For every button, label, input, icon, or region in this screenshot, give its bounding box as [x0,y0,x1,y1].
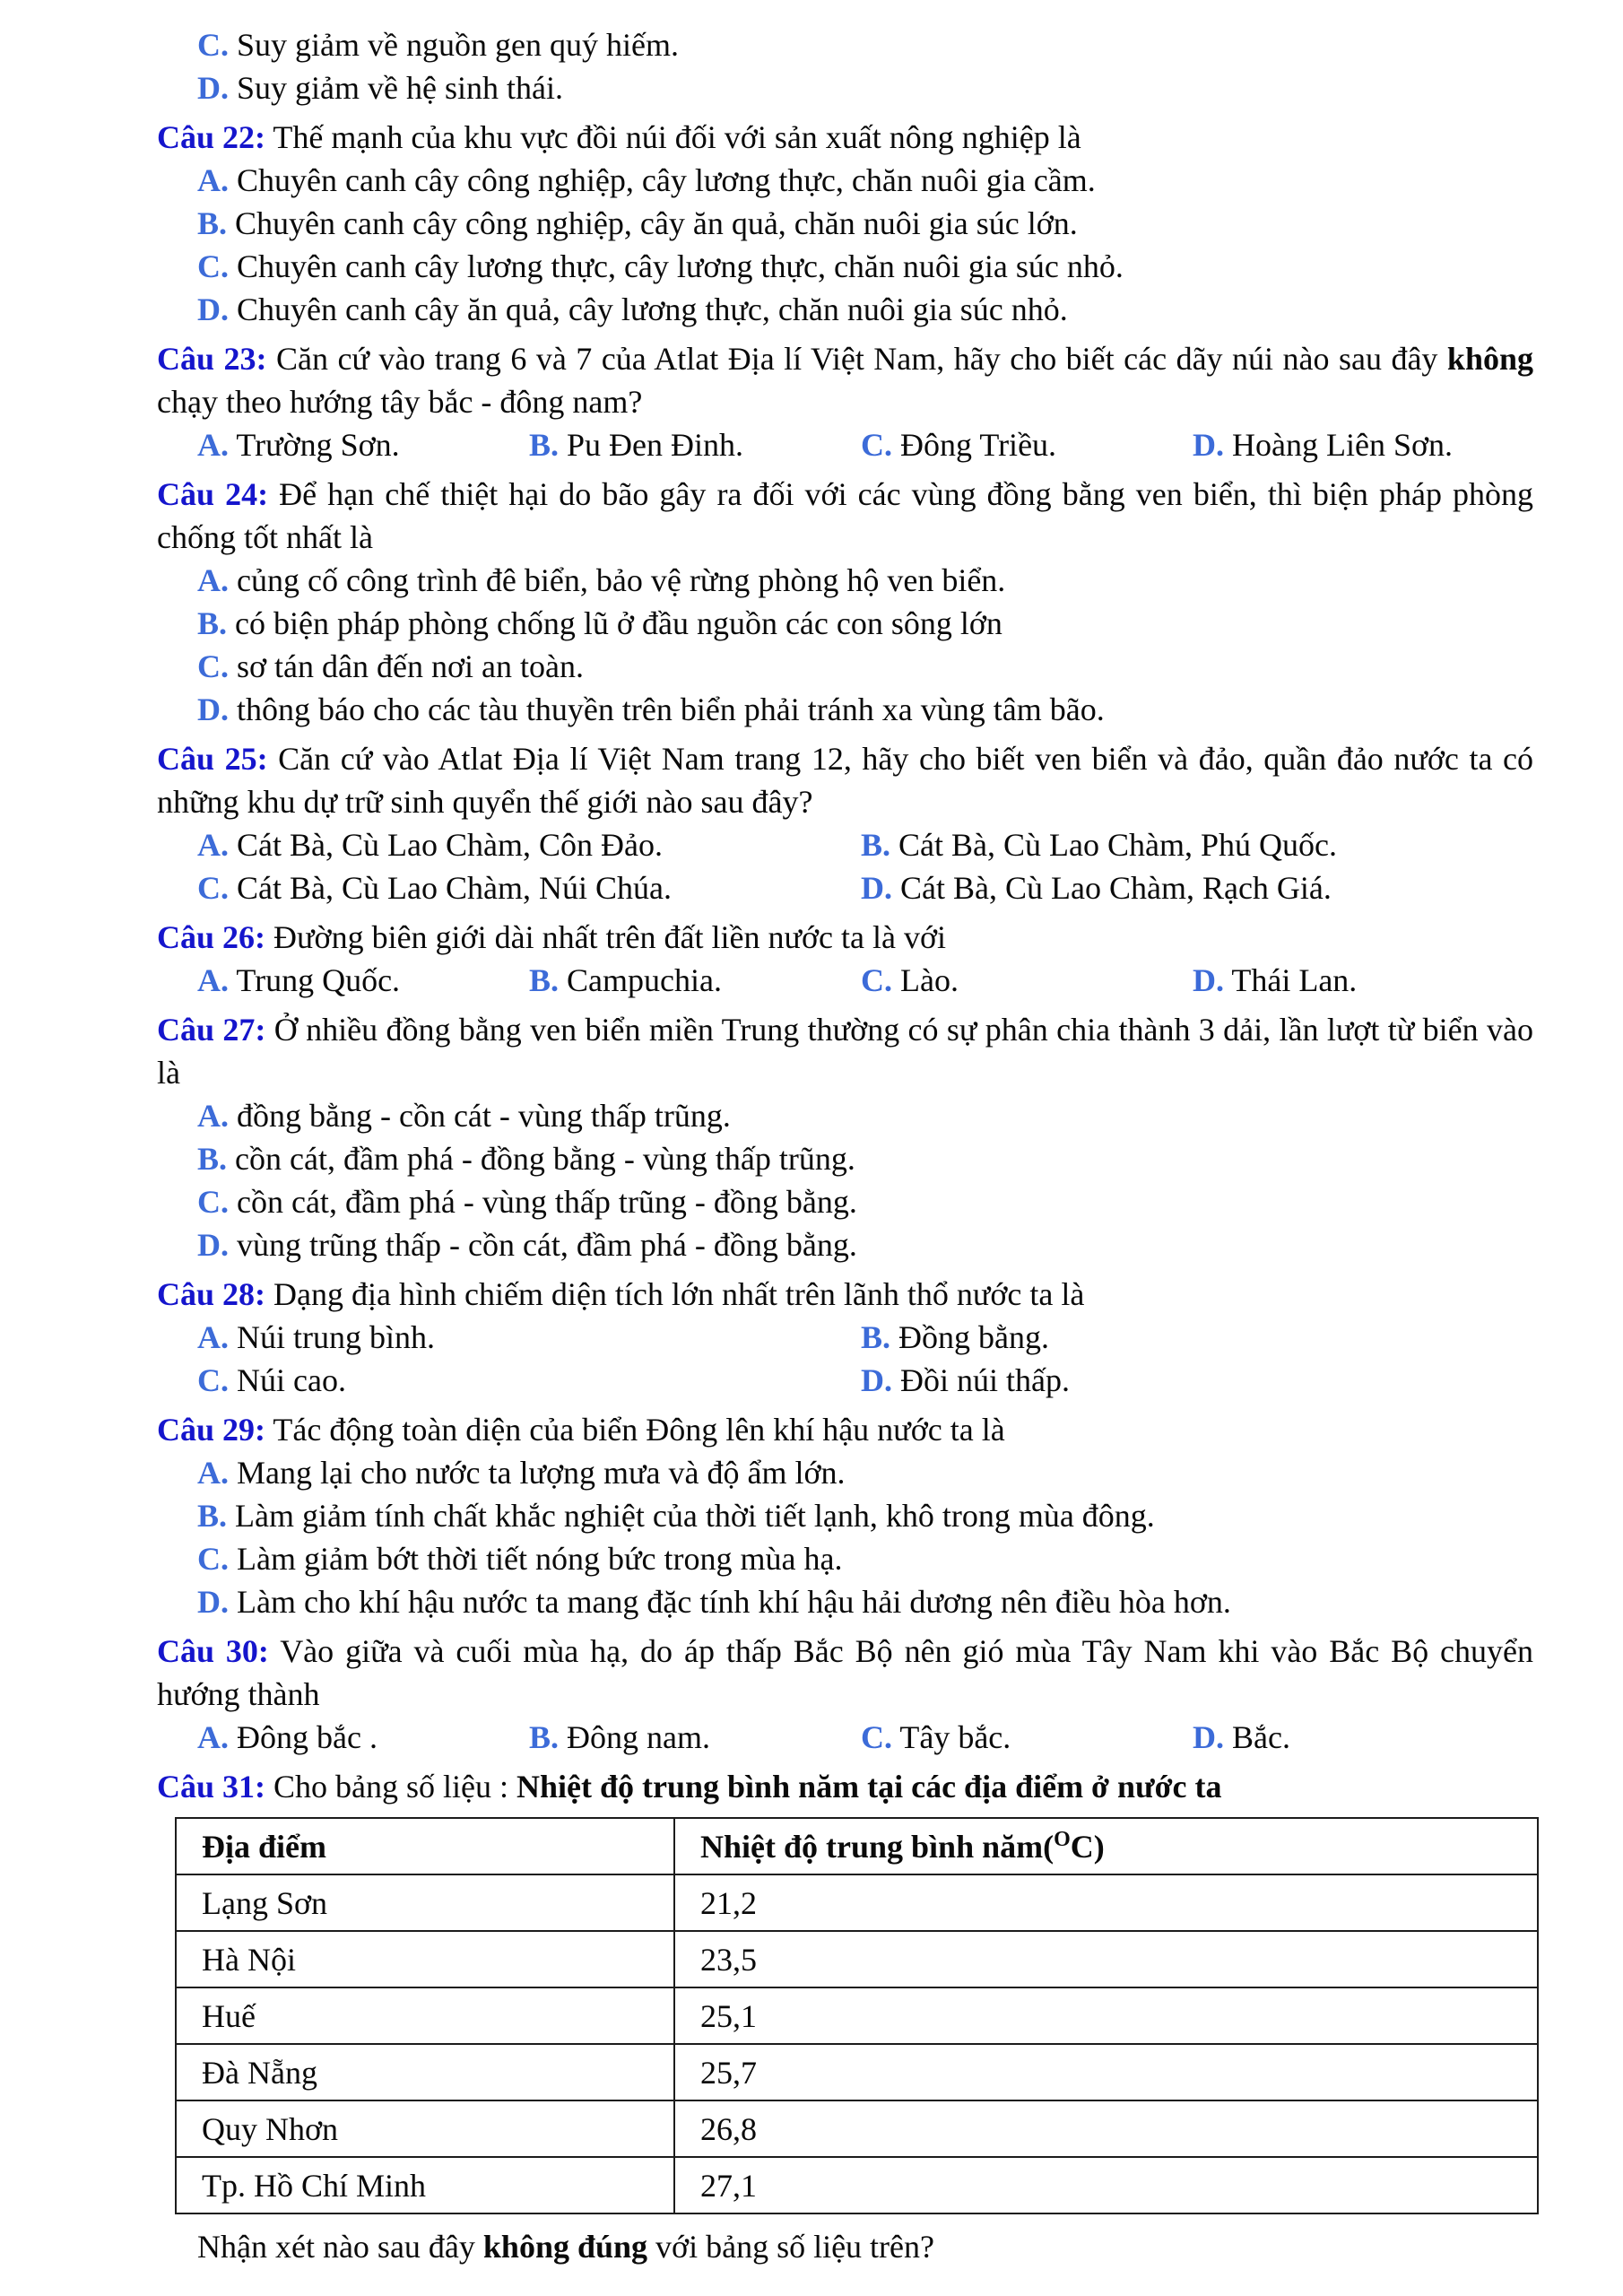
option-letter: C. [197,1541,229,1577]
option-letter: D. [197,291,229,327]
option-d [1193,959,1623,1002]
question-text: Cho bảng số liệu : [273,1769,516,1805]
table-row [176,1987,1538,2044]
option-letter: A. [197,427,229,463]
table-cell-temp: 27,1 [674,2157,1538,2213]
table-cell-place: Tp. Hồ Chí Minh [176,2157,674,2213]
question-text: Đường biên giới dài nhất trên đất liền nước ta là với [273,919,947,955]
question-text-line [0,337,1623,423]
option-text: Đông Triều. [900,427,1057,463]
options-grid [0,823,1623,909]
options-row [0,1716,1623,1759]
option-letter: A. [197,1455,229,1491]
option-text: Cát Bà, Cù Lao Chàm, Núi Chúa. [237,870,672,906]
option-c [0,1537,1623,1580]
option-letter: A. [197,827,229,863]
question-text-line [0,116,1623,159]
question-text-line [0,473,1623,559]
option-letter: A. [197,1719,229,1755]
option-text: Suy giảm về hệ sinh thái. [237,70,563,106]
option-letter: A. [197,962,229,998]
option-letter: D. [197,70,229,106]
option-a [0,559,1623,602]
option-letter: C. [861,962,892,998]
option-c [197,866,861,909]
table-row [176,2157,1538,2213]
option-letter: D. [1193,1719,1224,1755]
option-text: Cát Bà, Cù Lao Chàm, Rạch Giá. [900,870,1332,906]
intro-option-d [0,66,1623,109]
option-text: Lào. [900,962,959,998]
question-text-line [0,1765,1623,1808]
closing-question [0,2225,1623,2268]
option-a [0,159,1623,202]
question-text: Tác động toàn diện của biển Đông lên khí hậu nước ta là [273,1412,1005,1448]
option-text: Chuyên canh cây công nghiệp, cây lương thực, chăn nuôi gia cầm. [237,162,1096,198]
option-a [197,823,861,866]
option-c [197,1359,861,1402]
option-letter: D. [1193,962,1224,998]
option-text: Đông bắc . [237,1719,378,1755]
option-letter: D. [1193,427,1224,463]
closing-text: với bảng số liệu trên? [647,2229,935,2265]
table-cell-temp: 21,2 [674,1874,1538,1931]
option-text: Tây bắc. [899,1719,1011,1755]
option-b [0,1137,1623,1180]
option-letter: D. [197,1584,229,1620]
option-text: cồn cát, đầm phá - đồng bằng - vùng thấp trũng. [235,1141,855,1177]
question-30 [0,1630,1623,1759]
table-cell-place: Huế [176,1987,674,2044]
option-letter: C. [861,427,892,463]
option-c [861,1716,1193,1759]
table-header-temp-pre: Nhiệt độ trung bình năm( [700,1828,1055,1865]
table-cell-temp: 25,7 [674,2044,1538,2100]
question-label: Câu 30: [157,1633,269,1669]
question-label: Câu 26: [157,919,266,955]
option-text: Suy giảm về nguồn gen quý hiếm. [237,27,679,63]
option-b [0,202,1623,245]
table-cell-temp: 26,8 [674,2100,1538,2157]
option-letter: B. [529,1719,560,1755]
options-row [0,959,1623,1002]
option-d [0,1580,1623,1623]
question-label: Câu 25: [157,741,268,777]
option-d [861,1359,1623,1402]
option-text: Hoàng Liên Sơn. [1232,427,1454,463]
option-letter: C. [197,870,229,906]
option-text: Bắc. [1232,1719,1290,1755]
option-c [0,645,1623,688]
table-row [176,2100,1538,2157]
option-letter: A. [197,562,229,598]
option-letter: A. [197,162,229,198]
option-letter: D. [861,870,892,906]
intro-option-c [0,23,1623,66]
question-label: Câu 27: [157,1012,266,1048]
question-text: Căn cứ vào Atlat Địa lí Việt Nam trang 12, hãy cho biết ven biển và đảo, quần đảo nước ta có những khu dự trữ sinh quyển thế giới nào sau đây? [157,741,1534,820]
question-text-line [0,1008,1623,1094]
option-text: Làm giảm bớt thời tiết nóng bức trong mùa hạ. [237,1541,843,1577]
option-letter: C. [197,1184,229,1220]
option-text: Trường Sơn. [236,427,400,463]
option-letter: B. [529,427,560,463]
table-cell-place: Lạng Sơn [176,1874,674,1931]
question-label: Câu 23: [157,341,267,377]
option-text: sơ tán dân đến nơi an toàn. [237,648,584,684]
option-letter: D. [861,1362,892,1398]
question-label: Câu 28: [157,1276,266,1312]
table-header-temp-post: C) [1070,1828,1105,1865]
option-b [529,1716,861,1759]
question-text: Để hạn chế thiệt hại do bão gây ra đối với các vùng đồng bằng ven biển, thì biện pháp phòng chống tốt nhất là [157,476,1533,555]
option-a [197,959,529,1002]
option-letter: C. [197,648,229,684]
option-letter: D. [197,691,229,727]
question-label: Câu 29: [157,1412,266,1448]
option-letter: B. [529,962,560,998]
option-letter: B. [861,827,891,863]
option-text: Làm giảm tính chất khắc nghiệt của thời tiết lạnh, khô trong mùa đông. [235,1498,1155,1534]
question-31 [0,1765,1623,1808]
question-24 [0,473,1623,731]
question-26 [0,916,1623,1002]
option-letter: A. [197,1098,229,1134]
option-text: Chuyên canh cây ăn quả, cây lương thực, chăn nuôi gia súc nhỏ. [237,291,1068,327]
question-label: Câu 24: [157,476,269,512]
option-text: Trung Quốc. [236,962,401,998]
table-cell-place: Quy Nhơn [176,2100,674,2157]
question-27 [0,1008,1623,1266]
option-text: Núi trung bình. [237,1319,435,1355]
option-d [1193,1716,1623,1759]
option-text: Thái Lan. [1231,962,1358,998]
question-text: Ở nhiều đồng bằng ven biển miền Trung thường có sự phân chia thành 3 dải, lần lượt từ biển vào là [157,1012,1533,1091]
question-text-line [0,1630,1623,1716]
option-text: Cát Bà, Cù Lao Chàm, Phú Quốc. [898,827,1337,863]
option-text: Núi cao. [237,1362,346,1398]
option-letter: D. [197,1227,229,1263]
table-cell-temp: 25,1 [674,1987,1538,2044]
option-text: củng cố công trình đê biển, bảo vệ rừng phòng hộ ven biển. [237,562,1006,598]
option-b [0,602,1623,645]
option-b [529,423,861,466]
option-a [197,1316,861,1359]
option-text: thông báo cho các tàu thuyền trên biển phải tránh xa vùng tâm bão. [237,691,1105,727]
option-c [861,959,1193,1002]
table-cell-place: Hà Nội [176,1931,674,1987]
closing-text-bold: không đúng [482,2229,648,2265]
option-c [0,1180,1623,1223]
question-text-line [0,1273,1623,1316]
option-text: Chuyên canh cây công nghiệp, cây ăn quả, chăn nuôi gia súc lớn. [235,205,1078,241]
table-cell-temp: 23,5 [674,1931,1538,1987]
question-text: chạy theo hướng tây bắc - đông nam? [157,384,643,420]
option-text: cồn cát, đầm phá - vùng thấp trũng - đồng bằng. [237,1184,857,1220]
option-letter: B. [197,1141,228,1177]
question-text: Vào giữa và cuối mùa hạ, do áp thấp Bắc Bộ nên gió mùa Tây Nam khi vào Bắc Bộ chuyển hướng thành [157,1633,1533,1712]
option-text: đồng bằng - cồn cát - vùng thấp trũng. [237,1098,731,1134]
option-d [0,688,1623,731]
option-letter: C. [861,1719,892,1755]
question-label: Câu 31: [157,1769,266,1805]
option-a [0,1451,1623,1494]
table-row [176,1931,1538,1987]
table-header-row [176,1818,1538,1874]
option-a [197,1716,529,1759]
option-d [0,1223,1623,1266]
option-letter: B. [197,1498,228,1534]
option-letter: B. [861,1319,891,1355]
question-label: Câu 22: [157,119,266,155]
question-text-line [0,1408,1623,1451]
option-text: Đồng bằng. [898,1319,1049,1355]
option-d [0,288,1623,331]
option-text: Cát Bà, Cù Lao Chàm, Côn Đảo. [237,827,663,863]
option-text: Pu Đen Đinh. [567,427,744,463]
degree-superscript: O [1054,1827,1071,1851]
option-text: Đông nam. [567,1719,710,1755]
option-a [0,1094,1623,1137]
option-b [529,959,861,1002]
option-text: vùng trũng thấp - cồn cát, đầm phá - đồng bằng. [237,1227,857,1263]
question-22 [0,116,1623,331]
option-letter: C. [197,248,229,284]
table-header-cell-place: Địa điểm [176,1818,674,1874]
table-row [176,2044,1538,2100]
option-text: Mang lại cho nước ta lượng mưa và độ ẩm lớn. [237,1455,846,1491]
option-d [861,866,1623,909]
options-grid [0,1316,1623,1402]
option-letter: C. [197,27,229,63]
option-text: Làm cho khí hậu nước ta mang đặc tính khí hậu hải dương nên điều hòa hơn. [237,1584,1231,1620]
temperature-table [175,1817,1539,2214]
option-text: Chuyên canh cây lương thực, cây lương thực, chăn nuôi gia súc nhỏ. [237,248,1124,284]
question-text: Căn cứ vào trang 6 và 7 của Atlat Địa lí Việt Nam, hãy cho biết các dãy núi nào sau đây [275,341,1447,377]
option-text: có biện pháp phòng chống lũ ở đầu nguồn các con sông lớn [235,605,1002,641]
option-text: Campuchia. [567,962,722,998]
option-letter: B. [197,205,228,241]
option-letter: B. [197,605,228,641]
option-d [1193,423,1623,466]
question-text: Thế mạnh của khu vực đồi núi đối với sản xuất nông nghiệp là [273,119,1081,155]
table-cell-place: Đà Nẵng [176,2044,674,2100]
question-text-bold: không [1446,341,1533,377]
options-row [0,423,1623,466]
question-29 [0,1408,1623,1623]
option-letter: C. [197,1362,229,1398]
table-row [176,1874,1538,1931]
option-b [861,823,1623,866]
option-b [861,1316,1623,1359]
option-c [0,245,1623,288]
question-text-line [0,916,1623,959]
table-header-cell-temp [674,1818,1538,1874]
question-25 [0,737,1623,909]
option-c [861,423,1193,466]
question-text-line [0,737,1623,823]
question-text-bold: Nhiệt độ trung bình năm tại các địa điểm ở nước ta [516,1769,1222,1805]
question-23 [0,337,1623,466]
option-letter: A. [197,1319,229,1355]
option-text: Đồi núi thấp. [900,1362,1070,1398]
question-text: Dạng địa hình chiếm diện tích lớn nhất trên lãnh thổ nước ta là [273,1276,1085,1312]
option-a [197,423,529,466]
closing-text: Nhận xét nào sau đây [197,2229,483,2265]
question-28 [0,1273,1623,1402]
option-b [0,1494,1623,1537]
